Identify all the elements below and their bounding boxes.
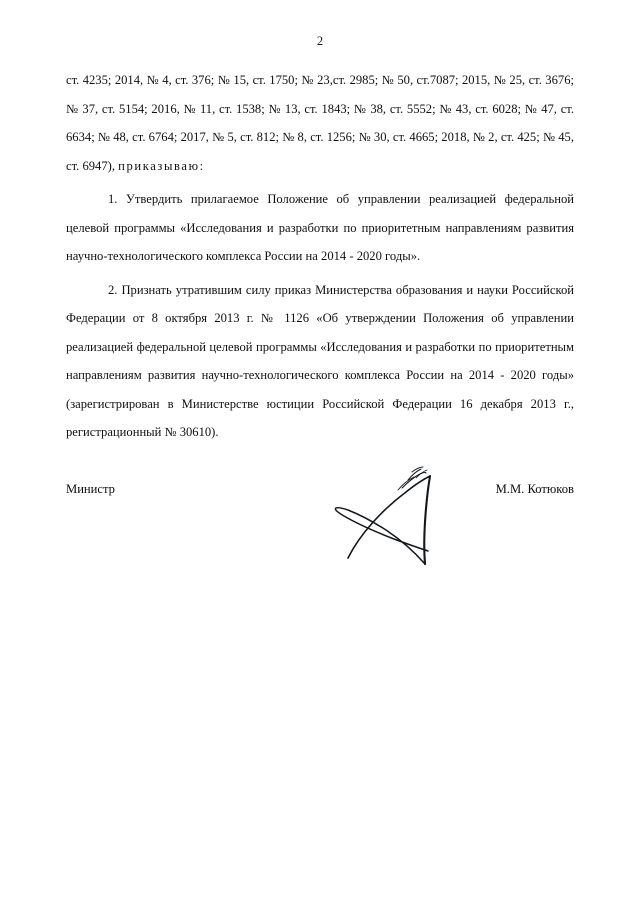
paragraph-item-2: 2. Признать утратившим силу приказ Министерства образования и науки Российской Федерации от 8 октября 2013 г. № 1126 «Об утверждении Положения об управлении реализацией федеральной целевой программы «Исследования и разработки по приоритетным направлениям развития научно-технологического комплекса России на 2014 - 2020 годы» (зарегистрирован в Министерстве юстиции Российской Федерации 16 декабря 2013 г., регистрационный № 30610).	[66, 282, 574, 439]
paragraph-item-1: 1. Утвердить прилагаемое Положение об управлении реализацией федеральной целевой программы «Исследования и разработки по приоритетным направлениям развития научно-технологического комплекса России на 2014 - 2020 годы».	[66, 192, 574, 263]
paragraph-citations-text: ст. 4235; 2014, № 4, ст. 376; № 15, ст. 1750; № 23,ст. 2985; № 50, ст.7087; 2015, № 25, ст. 3676; № 37, ст. 5154; 2016, № 11, ст. 1538; № 13, ст. 1843; № 38, ст. 5552; № 43, ст. 6028; № 47, ст. 6634; № 48, ст. 6764; 2017, № 5, ст. 812; № 8, ст. 1256; № 30, ст. 4665; 2018, № 2, ст. 425; № 45, ст. 6947),	[66, 73, 574, 173]
signer-name: М.М. Котюков	[495, 482, 574, 496]
signer-title: Министр	[66, 482, 115, 496]
paragraph-citations	[66, 66, 574, 180]
document-body	[66, 66, 574, 447]
order-keyword: приказываю:	[118, 158, 205, 173]
page-number: 2	[316, 34, 324, 48]
handwritten-signature-icon	[324, 460, 524, 590]
signature-block	[66, 482, 574, 602]
